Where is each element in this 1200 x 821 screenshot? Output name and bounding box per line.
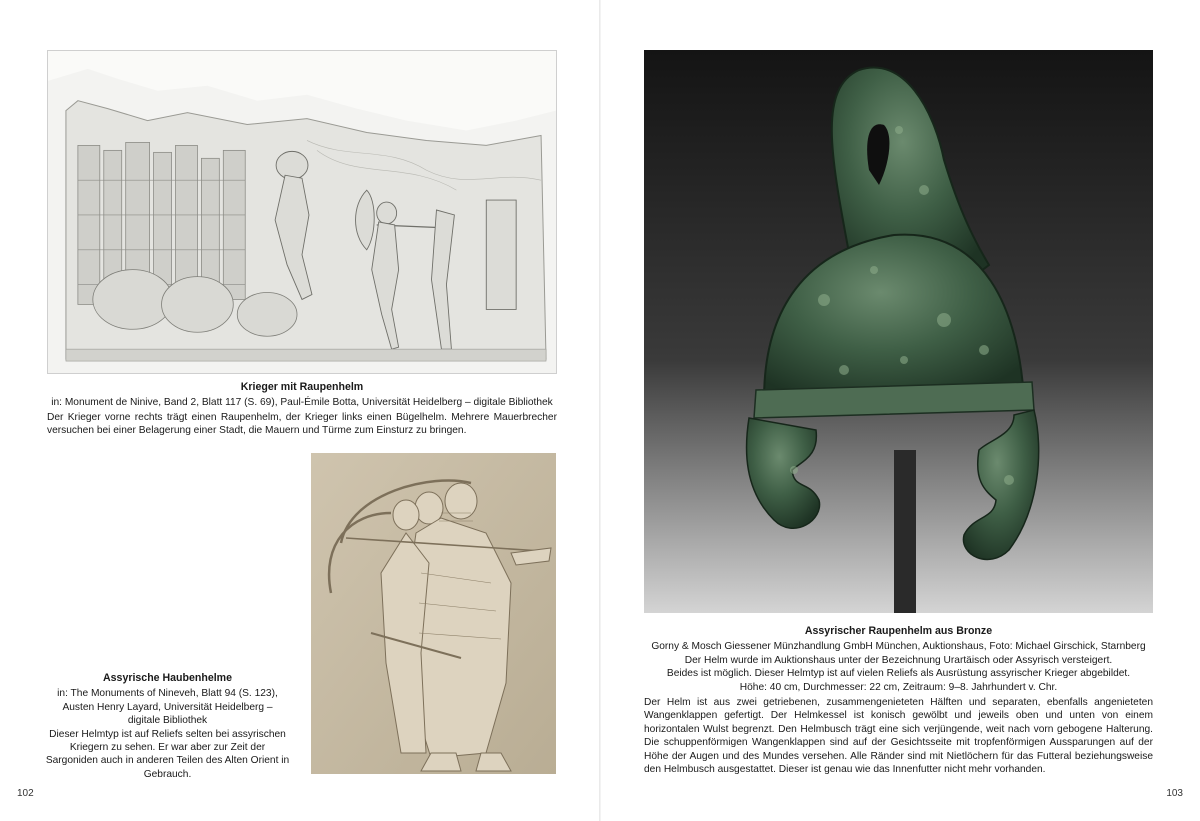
caption-assyrischer-raupenhelm <box>644 625 1153 776</box>
book-gutter <box>599 0 601 821</box>
page-number-right: 103 <box>1166 788 1183 799</box>
page-number-left: 102 <box>17 788 34 799</box>
caption-title: Assyrischer Raupenhelm aus Bronze <box>804 625 993 637</box>
caption-title: Assyrische Haubenhelme <box>103 672 232 684</box>
caption-body: Der Krieger vorne rechts trägt einen Raupenhelm, der Krieger links einen Bügelhelm. Mehrere Mauerbrecher versuchen bei einer Belagerung einer Stadt, die Mauern und Türme zum Einsturz zu bringen. <box>47 411 557 437</box>
bronze-helmet-photo <box>644 50 1153 613</box>
caption-body: Der Helm ist aus zwei getriebenen, zusammengenieteten Hälften und separaten, ebenfalls angenieteten Wangenklappen gefertigt. Der Helmkessel ist konisch gewölbt und jeweils oben und unten von einem horizontalen Wulst begrenzt. Den Helmbusch trägt eine sich verjüngende, weit nach vorn gebogene Halterung. Die schuppenförmigen Wangenklappen sind auf der Gesichtsseite mit tropfenförmigen Aussparungen auf der Höhe der Augen und des Mundes versehen. Alle Ränder sind mit Nietlöchern für das Futteral beziehungsweise den Helmbusch ausgestattet. Dieser ist genau wie das Innenfutter nicht mehr vorhanden. <box>644 697 1153 776</box>
caption-line-1: Der Helm wurde im Auktionshaus unter der Bezeichnung Urartäisch oder Assyrisch versteigert. <box>684 654 1113 666</box>
caption-source: in: The Monuments of Nineveh, Blatt 94 (S. 123), Austen Henry Layard, Universität Heidelberg – digitale Bibliothek <box>57 688 278 727</box>
caption-line-2: Beides ist möglich. Dieser Helmtyp ist auf vielen Reliefs als Ausrüstung assyrischer Krieger abgebildet. <box>666 668 1131 680</box>
relief-engraving-image <box>47 50 557 374</box>
caption-credit: Gorny & Mosch Giessener Münzhandlung GmbH München, Auktionshaus, Foto: Michael Girschick, Starnberg <box>651 641 1146 653</box>
caption-body: Dieser Helmtyp ist auf Reliefs selten bei assyrischen Kriegern zu sehen. Er war aber zur Zeit der Sargoniden auch in anderen Teilen des Alten Orient in Gebrauch. <box>45 728 290 780</box>
caption-krieger-mit-raupenhelm <box>47 381 557 438</box>
caption-assyrische-haubenhelme <box>45 672 290 781</box>
caption-title: Krieger mit Raupenhelm <box>240 381 364 393</box>
caption-dimensions: Höhe: 40 cm, Durchmesser: 22 cm, Zeitraum: 9–8. Jahrhundert v. Chr. <box>739 681 1058 693</box>
caption-source: in: Monument de Ninive, Band 2, Blatt 117 (S. 69), Paul-Émile Botta, Universität Heidelberg – digitale Bibliothek <box>51 397 553 409</box>
archers-relief-image <box>311 453 556 774</box>
